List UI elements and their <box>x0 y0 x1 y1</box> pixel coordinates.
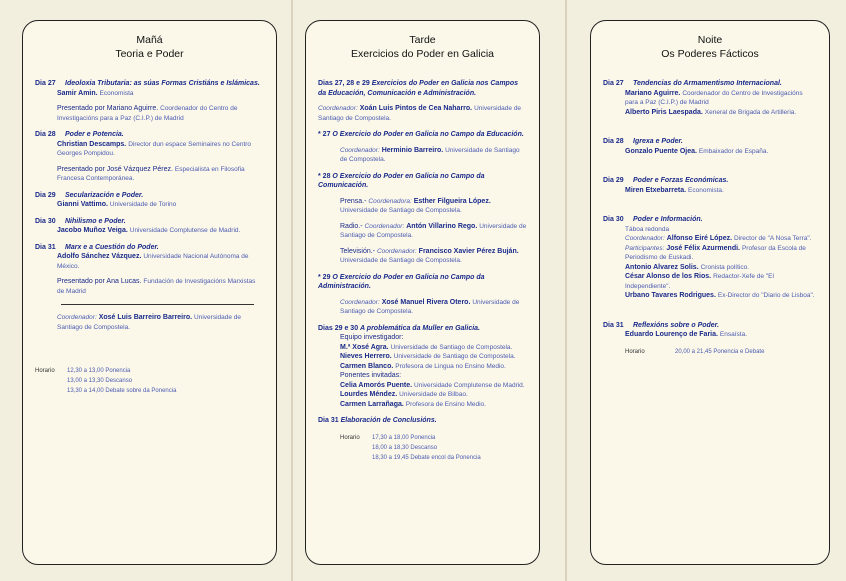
speaker-affiliation: Director dun espace Seminaires no Centro Georges Pompidou. <box>57 140 252 157</box>
schedule-label: Horario <box>340 434 360 441</box>
media-item: Televisión.- Coordenador: Francisco Xavier Pérez Buján. Universidade de Santiago de Compostela. <box>340 247 519 264</box>
panel-title <box>318 33 527 61</box>
session-title: Tarde <box>409 34 436 46</box>
day-entry <box>35 217 264 236</box>
panel-night <box>590 20 830 565</box>
day-label: Dia 31 <box>318 417 339 424</box>
day-label: Dias 29 e 30 <box>318 324 359 332</box>
panel-afternoon <box>305 20 540 565</box>
day-label: 28 <box>322 172 331 180</box>
coordinator-name: Xoán Luis Pintos de Cea Naharro. <box>359 105 473 112</box>
day-entry <box>35 130 264 184</box>
session-subtitle: Exercicios do Poder en Galicia <box>351 48 494 60</box>
day-label: 27 <box>322 131 331 138</box>
sub-session: * 29 O Exercicio do Poder en Galicia no Campo da Administración. Coordenador: Xosé Manuel Rivera Otero. Universidade de Santiago de Compostela. <box>318 273 520 315</box>
day-entry: Dia 29 Poder e Forzas Económicas. Miren Etxebarreta. Economista. <box>603 177 729 194</box>
fold-line-right <box>565 0 567 581</box>
day-topic: Poder e Potencia. <box>65 131 124 138</box>
coordinator-role: Coordenador: <box>340 298 380 306</box>
day-label: Dia 28 <box>35 131 56 138</box>
day-entry: Dia 31 Reflexións sobre o Poder. Eduardo Lourenço de Faria. Ensaísta. <box>603 321 748 338</box>
schedule-line: 13,00 a 13,30 Descanso <box>67 378 133 384</box>
schedule-label: Horario <box>35 368 55 374</box>
day-entry <box>35 191 264 210</box>
divider <box>61 304 254 305</box>
schedule <box>318 433 527 463</box>
day-topic: Poder e Información. <box>633 216 703 223</box>
speaker-name: Adolfo Sánchez Vázquez. <box>57 253 142 260</box>
schedule-line: 20,00 a 21,45 Ponencia e Debate <box>675 348 765 355</box>
team-label: Equipo investigador: <box>340 334 404 341</box>
presenter-affiliation: Coordenador do Centro de Investigacións para a Paz (C.I.P.) de Madrid <box>57 105 238 122</box>
round-table-label: Táboa redonda <box>625 225 670 233</box>
day-label: Dia 31 <box>603 321 624 329</box>
coordinator-affiliation: Universidade de Santiago de Compostela. <box>340 146 520 163</box>
day-topic: O Exercicio do Poder en Galicia no Campo da Educación. <box>332 131 524 138</box>
day-topic: Tendencias do Armamentismo Internacional. <box>633 80 782 87</box>
speaker-name: Samir Amin. <box>57 89 98 97</box>
day-label: Dia 28 <box>603 138 624 145</box>
day-entry: Dias 29 e 30 A problemática da Muller en Galicia. Equipo investigador: M.ª Xosé Agra. Universidade de Santiago de Compostela. Nieves Herrero. Universidade de Santiago de Compostela. Carmen Blanco. Profesora de Lingua no Ensino Medio. Ponentes invitadas: Celia Amorós Puente. Universidade Complutense de Madrid. Lourdes Méndez. Universidade de Bilbao. Carmen Larrañaga. Profesora de Ensino Medio. <box>318 324 527 410</box>
speaker-name: Christian Descamps. <box>57 140 127 148</box>
guests-label: Ponentes invitadas: <box>340 372 402 379</box>
session-title: Mañá <box>136 34 163 46</box>
coordinator <box>35 313 264 332</box>
day-topic: Reflexións sobre o Poder. <box>633 321 719 329</box>
day-entry <box>318 79 527 123</box>
session-subtitle: Teoria e Poder <box>115 48 184 60</box>
presenter: Presentado por Ana Lucas. <box>57 278 142 285</box>
coordinator-role: Coordenador: <box>57 314 97 321</box>
schedule-line: 12,30 a 13,00 Ponencia <box>67 368 131 374</box>
schedule-line: 18,00 a 18,30 Descanso <box>372 444 438 451</box>
schedule <box>603 347 817 357</box>
speaker-affiliation: Economista <box>99 89 134 97</box>
presenter: Presentado por Mariano Aguirre. <box>57 105 159 112</box>
sub-session: * 28 O Exercicio do Poder en Galicia no Campo da Comunicación. Prensa.- Coordenadora: Esther Filgueira López. Universidade de Santiago de Compostela. Radio.- Coordenador: Antón Villarino Rego. Universidade de Santiago de Compostela. Televisión.- Coordenador: Francisco Xavier Pérez Buján. Universidade de Santiago de Compostela. <box>318 172 527 264</box>
fold-line-left <box>291 0 293 581</box>
coordinator-affiliation: Universidade de Santiago de Compostela. <box>318 105 522 122</box>
day-topic: O Exercicio do Poder en Galicia no Campo da Administración. <box>318 273 485 290</box>
speaker-affiliation: Universidade de Torino <box>109 201 177 208</box>
panel-title <box>35 33 264 61</box>
day-entry <box>35 79 264 123</box>
day-label: Dia 27 <box>35 80 56 87</box>
day-topic: Marx e a Cuestión do Poder. <box>65 243 159 251</box>
schedule-line: 13,30 a 14,00 Debate sobre da Ponencia <box>67 388 177 394</box>
day-label: Dia 30 <box>35 217 56 225</box>
day-topic: Elaboración de Conclusións. <box>340 417 437 424</box>
day-topic: Igrexa e Poder. <box>633 138 683 145</box>
coordinator-name: Xosé Luis Barreiro Barreiro. <box>98 314 193 321</box>
session-title: Noite <box>697 34 723 46</box>
media-item: Radio.- Coordenador: Antón Villarino Rego. Universidade de Santiago de Compostela. <box>340 222 527 239</box>
coordinator-affiliation: Universidade de Santiago de Compostela. <box>340 298 520 315</box>
media-item: Prensa.- Coordenadora: Esther Filgueira López. Universidade de Santiago de Compostela. <box>340 197 491 214</box>
panel-morning <box>22 20 277 565</box>
day-topic: O Exercicio do Poder en Galicia no Campo da Comunicación. <box>318 172 485 189</box>
schedule-line: 17,30 a 18,00 Ponencia <box>372 434 436 441</box>
coordinator-role: Coordenador: <box>318 105 358 112</box>
day-topic: Secularización e Poder. <box>65 191 144 199</box>
schedule-line: 18,30 a 19,45 Debate encol da Ponencia <box>372 454 481 461</box>
day-entry: Dia 30 Poder e Información. Táboa redonda Coordenador: Alfonso Eiré López. Director de "A Nosa Terra". Participantes: José Félix Azurmendi. Profesor da Escola de Periodismo de Euskadi. Antonio Alvarez Solis. Cronista político. César Alonso de los Rios. Redactor-Xefe de "El Independiente". Urbano Tavares Rodrigues. Ex-Director do "Diario de Lisboa". <box>603 215 817 301</box>
presenter: Presentado por José Vázquez Pérez. <box>57 165 173 173</box>
coordinator-role: Coordenador: <box>340 146 380 154</box>
panel-title <box>603 33 817 61</box>
speaker-affiliation: Universidade Complutense de Madrid. <box>129 227 241 234</box>
session-subtitle: Os Poderes Fácticos <box>661 48 759 60</box>
presenter-affiliation: Especialista en Filosofia Francesa Contemporánea. <box>57 165 245 182</box>
day-topic: A problemática da Muller en Galicia. <box>360 324 480 332</box>
day-label: Dia 30 <box>603 216 624 223</box>
coordinator-name: Herminio Barreiro. <box>381 146 444 154</box>
day-entry <box>35 243 264 297</box>
speaker-name: Gianni Vattimo. <box>57 201 108 208</box>
schedule <box>35 366 264 396</box>
day-entry <box>318 416 527 426</box>
sub-session: * 27 O Exercicio do Poder en Galicia no Campo da Educación. Coordenador: Herminio Barreiro. Universidade de Santiago de Compostela. <box>318 131 524 163</box>
coordinator-name: Xosé Manuel Rivera Otero. <box>381 298 471 306</box>
presenter-affiliation: Fundación de Investigacións Marxistas de Madrid <box>57 278 256 295</box>
day-label: Dia 29 <box>603 177 624 184</box>
speaker-name: Jacobo Muñoz Veiga. <box>57 227 128 234</box>
day-topic: Ideoloxia Tributaria: as súas Formas Cristiáns e Islámicas. <box>65 80 260 87</box>
coordinator-affiliation: Universidade de Santiago de Compostela. <box>57 314 242 331</box>
day-entry: Dia 28 Igrexa e Poder. Gonzalo Puente Ojea. Embaixador de España. <box>603 138 769 155</box>
day-label: Dias 27, 28 e 29 <box>318 80 370 87</box>
day-topic: Nihilismo e Poder. <box>65 217 126 225</box>
day-label: 29 <box>322 273 331 281</box>
day-label: Dia 31 <box>35 243 56 251</box>
day-entry: Dia 27 Tendencias do Armamentismo Internacional. Mariano Aguirre. Coordenador do Centro de Investigacións para a Paz (C.I.P.) de Madrid Alberto Piris Laespada. Xeneral de Brigada de Artilleria. <box>603 80 803 116</box>
speaker-affiliation: Universidade Nacional Autónoma de México. <box>57 253 249 270</box>
day-topic: Poder e Forzas Económicas. <box>633 177 729 184</box>
day-label: Dia 29 <box>35 191 56 199</box>
day-topic: Exercicios do Poder en Galicia nos Campos da Educación, Comunicación e Administración. <box>318 80 518 97</box>
day-label: Dia 27 <box>603 80 624 87</box>
schedule-label: Horario <box>625 348 645 355</box>
